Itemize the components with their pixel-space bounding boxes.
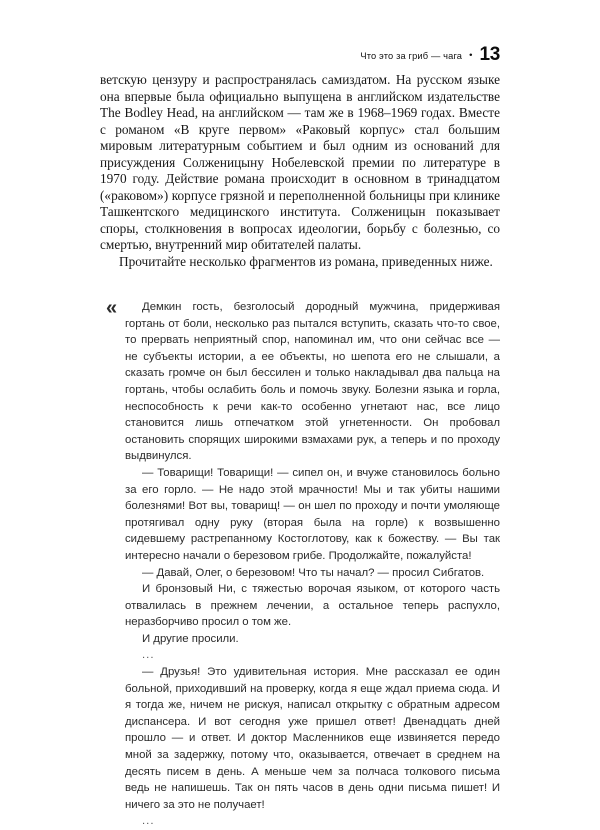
quote-paragraph: Демкин гость, безголосый дородный мужчина, придерживая гортань от боли, несколько раз пытался вступить, сказать что-то свое, то прервать неприятный спор, напоминал им, что они сейчас все — не субъекты истории, а ее объекты, но шепота его не слышали, а сказать громче он был бессилен и только накладывал два пальца на гортань, чтобы ослабить боль и помочь звуку. Болезни языка и горла, неспособность к речи как-то особенно угнетают нас, все лицо становится лишь отпечатком этой угнетенности. Он пробовал остановить спорящих широкими взмахами рук, а теперь и по проходу выдвинулся. [125, 301, 500, 463]
header-bullet-separator-icon: • [469, 50, 473, 61]
quote-text-body [125, 299, 500, 830]
quote-paragraph: И другие просили. [142, 632, 239, 645]
quote-ellipsis: ... [142, 649, 155, 662]
running-title: Что это за гриб — чага [360, 51, 463, 61]
opening-guillemet-icon: « [106, 297, 118, 319]
quote-paragraph: И бронзовый Ни, с тяжестью ворочая языком, от которого часть отвалилась в прежнем лечении, а остальное теперь распухло, неразборчиво просил о том же. [125, 583, 500, 629]
quote-ellipsis: ... [142, 815, 155, 828]
pull-quote-block [100, 299, 500, 830]
body-text-block [100, 72, 500, 271]
quote-paragraph: — Друзья! Это удивительная история. Мне рассказал ее один больной, приходивший на проверку, когда я еще ждал приема сюда. И я тогда же, ничем не рискуя, написал открытку с обратным адресом диспансера. И вот сегодня уже пришел ответ! Двенадцать дней прошло — и ответ. И доктор Масленников еще извиняется передо мной за задержку, потому что, оказывается, отвечает в среднем на десять писем в день. А меньше чем за полчаса толкового письма ведь не напишешь. Так он пять часов в день одни письма пишет! И ничего за это не получает! [125, 666, 500, 811]
body-paragraph: Прочитайте несколько фрагментов из романа, приведенных ниже. [119, 254, 493, 270]
quote-paragraph: — Давай, Олег, о березовом! Что ты начал? — просил Сибгатов. [142, 566, 485, 579]
body-paragraph: ветскую цензуру и распространялась самиздатом. На русском языке она впервые была официально выпущена в английском издательстве The Bodley Head, на английском — там же в 1968–1969 годах. Вместе с романом «В круге первом» «Раковый корпус» стал большим мировым литературным событием и был одним из оснований для присуждения Солженицыну Нобелевской премии по литературе в 1970 году. Действие романа происходит в основном в тринадцатом («раковом») корпусе грязной и переполненной больницы при клинике Ташкентского медицинского института. Солженицын показывает споры, столкновения в вопросах идеологии, борьбу с болезнью, со смертью, внутренний мир обитателей палаты. [100, 72, 500, 253]
running-header [100, 44, 500, 66]
page-number: 13 [479, 44, 500, 65]
quote-paragraph: — Товарищи! Товарищи! — сипел он, и вчуже становилось больно за его горло. — Не надо этой мрачности! Мы и так убиты нашими болезнями! Вот вы, товарищ! — он шел по проходу и почти умоляюще протягивал одну руку (вторая была на горле) к возвышенно сидевшему растрепанному Костоглотову, как к божеству. — Вы так интересно начали о березовом грибе. Продолжайте, пожалуйста! [125, 466, 500, 562]
